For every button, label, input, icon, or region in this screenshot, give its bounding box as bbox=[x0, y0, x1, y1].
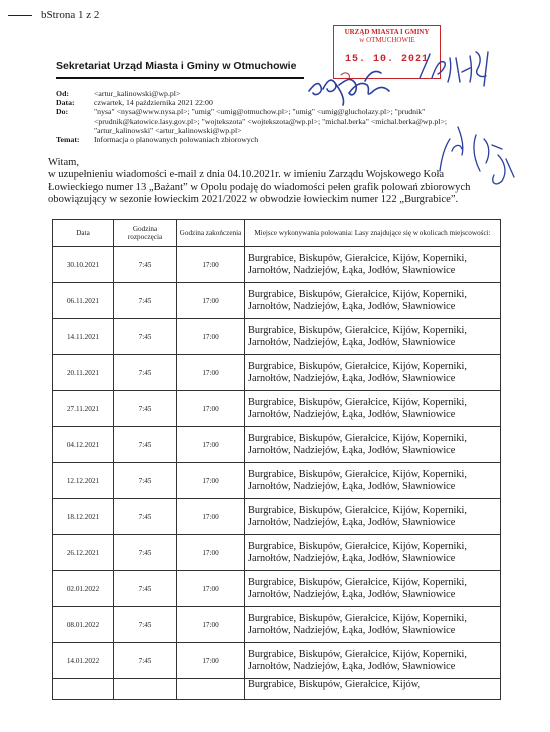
email-date-value: czwartek, 14 października 2021 22:00 bbox=[94, 98, 213, 108]
table-row bbox=[53, 499, 501, 535]
row-end-time: 17:00 bbox=[177, 535, 245, 571]
letter-paragraph: w uzupełnieniu wiadomości e-mail z dnia 04.10.2021r. w imieniu Zarządu Wojskowego Koła Łowieckiego numer 13 „Bażant” w Opolu podaję do wiadomości pełen grafik polowań zbiorowych obowiązujący w sezonie łowieckim 2021/2022 w obwodzie łowieckim numer 122 „Burgrabice”. bbox=[48, 169, 471, 205]
row-places: Burgrabice, Biskupów, Gierałcice, Kijów, Koperniki, Jarnołtów, Nadziejów, Łąka, Jodłów, Sławniowice bbox=[245, 535, 501, 571]
row-places: Burgrabice, Biskupów, Gierałcice, Kijów, bbox=[245, 679, 501, 700]
row-end-time: 17:00 bbox=[177, 499, 245, 535]
table-row bbox=[53, 607, 501, 643]
email-metadata bbox=[56, 89, 496, 144]
row-places: Burgrabice, Biskupów, Gierałcice, Kijów, Koperniki, Jarnołtów, Nadziejów, Łąka, Jodłów, Sławniowice bbox=[245, 643, 501, 679]
row-start-time: 7:45 bbox=[114, 247, 177, 283]
row-start-time bbox=[114, 679, 177, 700]
page-marker-line bbox=[8, 15, 32, 16]
header-place: Miejsce wykonywania polowania: Lasy znajdujące się w okolicach miejscowości: bbox=[245, 220, 501, 247]
row-start-time: 7:45 bbox=[114, 463, 177, 499]
row-start-time: 7:45 bbox=[114, 607, 177, 643]
email-date-label: Data: bbox=[56, 98, 75, 108]
row-date: 14.11.2021 bbox=[53, 319, 114, 355]
row-end-time: 17:00 bbox=[177, 571, 245, 607]
row-start-time: 7:45 bbox=[114, 427, 177, 463]
stamp-line-1: URZĄD MIASTA I GMINY bbox=[344, 28, 430, 36]
table-row bbox=[53, 247, 501, 283]
row-date: 04.12.2021 bbox=[53, 427, 114, 463]
row-date: 26.12.2021 bbox=[53, 535, 114, 571]
letter-body bbox=[48, 157, 498, 206]
row-date: 08.01.2022 bbox=[53, 607, 114, 643]
header-end-time: Godzina zakończenia bbox=[177, 220, 245, 247]
row-places: Burgrabice, Biskupów, Gierałcice, Kijów, Koperniki, Jarnołtów, Nadziejów, Łąka, Jodłów, Sławniowice bbox=[245, 319, 501, 355]
email-to-label: Do: bbox=[56, 107, 69, 117]
table-row bbox=[53, 463, 501, 499]
row-end-time: 17:00 bbox=[177, 643, 245, 679]
row-places: Burgrabice, Biskupów, Gierałcice, Kijów, Koperniki, Jarnołtów, Nadziejów, Łąka, Jodłów, Sławniowice bbox=[245, 571, 501, 607]
email-subject-row bbox=[56, 135, 496, 144]
email-to-value: "nysa" <nysa@www.nysa.pl>; "umig" <umig@otmuchow.pl>; "umig" <umig@glucholazy.pl>; "prudnik" <prudnik@katowice.lasy.gov.pl>; "wojtekszota" <wojtekszota@wp.pl>; "michal.berka" <michal.berka@wp.pl>; "artur_kalinowski" <artur_kalinowski@wp.pl> bbox=[94, 107, 448, 135]
row-end-time: 17:00 bbox=[177, 247, 245, 283]
email-from-label: Od: bbox=[56, 89, 69, 98]
row-places: Burgrabice, Biskupów, Gierałcice, Kijów, Koperniki, Jarnołtów, Nadziejów, Łąka, Jodłów, Sławniowice bbox=[245, 355, 501, 391]
row-places: Burgrabice, Biskupów, Gierałcice, Kijów, Koperniki, Jarnołtów, Nadziejów, Łąka, Jodłów, Sławniowice bbox=[245, 247, 501, 283]
row-end-time: 17:00 bbox=[177, 463, 245, 499]
table-row bbox=[53, 427, 501, 463]
stamp-line-2: w OTMUCHOWIE bbox=[359, 36, 415, 44]
row-date: 20.11.2021 bbox=[53, 355, 114, 391]
row-places: Burgrabice, Biskupów, Gierałcice, Kijów, Koperniki, Jarnołtów, Nadziejów, Łąka, Jodłów, Sławniowice bbox=[245, 427, 501, 463]
row-date: 06.11.2021 bbox=[53, 283, 114, 319]
row-start-time: 7:45 bbox=[114, 643, 177, 679]
stamp-date: 15. 10. 2021 bbox=[344, 54, 429, 65]
email-date-row bbox=[56, 98, 496, 107]
row-start-time: 7:45 bbox=[114, 499, 177, 535]
table-row bbox=[53, 391, 501, 427]
table-row bbox=[53, 535, 501, 571]
stamp-handwritten-reference bbox=[410, 38, 500, 90]
table-row bbox=[53, 283, 501, 319]
row-start-time: 7:45 bbox=[114, 283, 177, 319]
row-date: 30.10.2021 bbox=[53, 247, 114, 283]
row-places: Burgrabice, Biskupów, Gierałcice, Kijów, Koperniki, Jarnołtów, Nadziejów, Łąka, Jodłów, Sławniowice bbox=[245, 283, 501, 319]
email-subject-value: Informacja o planowanych polowaniach zbiorowych bbox=[94, 135, 259, 145]
row-date: 12.12.2021 bbox=[53, 463, 114, 499]
table-body bbox=[53, 247, 501, 700]
row-date: 18.12.2021 bbox=[53, 499, 114, 535]
row-start-time: 7:45 bbox=[114, 535, 177, 571]
row-places: Burgrabice, Biskupów, Gierałcice, Kijów, Koperniki, Jarnołtów, Nadziejów, Łąka, Jodłów, Sławniowice bbox=[245, 391, 501, 427]
hunting-schedule-table bbox=[52, 219, 501, 700]
email-subject-label: Temat: bbox=[56, 135, 80, 145]
email-to-row bbox=[56, 107, 496, 135]
row-end-time: 17:00 bbox=[177, 427, 245, 463]
row-end-time bbox=[177, 679, 245, 700]
table-row bbox=[53, 319, 501, 355]
page-number: bStrona 1 z 2 bbox=[41, 9, 100, 21]
email-from-row bbox=[56, 89, 496, 98]
header-date: Data bbox=[53, 220, 114, 247]
letter-greeting: Witam, bbox=[48, 157, 80, 168]
row-start-time: 7:45 bbox=[114, 355, 177, 391]
table-row bbox=[53, 643, 501, 679]
row-start-time: 7:45 bbox=[114, 319, 177, 355]
row-date: 27.11.2021 bbox=[53, 391, 114, 427]
row-start-time: 7:45 bbox=[114, 391, 177, 427]
row-end-time: 17:00 bbox=[177, 283, 245, 319]
row-start-time: 7:45 bbox=[114, 571, 177, 607]
row-end-time: 17:00 bbox=[177, 391, 245, 427]
row-end-time: 17:00 bbox=[177, 319, 245, 355]
table-header-row bbox=[53, 220, 501, 247]
row-end-time: 17:00 bbox=[177, 607, 245, 643]
email-from-value: <artur_kalinowski@wp.pl> bbox=[94, 89, 181, 98]
row-places: Burgrabice, Biskupów, Gierałcice, Kijów, Koperniki, Jarnołtów, Nadziejów, Łąka, Jodłów, Sławniowice bbox=[245, 499, 501, 535]
row-date bbox=[53, 679, 114, 700]
row-end-time: 17:00 bbox=[177, 355, 245, 391]
row-date: 02.01.2022 bbox=[53, 571, 114, 607]
row-places: Burgrabice, Biskupów, Gierałcice, Kijów, Koperniki, Jarnołtów, Nadziejów, Łąka, Jodłów, Sławniowice bbox=[245, 463, 501, 499]
table-row-partial bbox=[53, 679, 501, 700]
row-date: 14.01.2022 bbox=[53, 643, 114, 679]
header-start-time: Godzina rozpoczęcia bbox=[114, 220, 177, 247]
table-row bbox=[53, 355, 501, 391]
organization-title: Sekretariat Urząd Miasta i Gminy w Otmuchowie bbox=[56, 60, 297, 72]
header-divider bbox=[56, 77, 304, 79]
table-row bbox=[53, 571, 501, 607]
row-places: Burgrabice, Biskupów, Gierałcice, Kijów, Koperniki, Jarnołtów, Nadziejów, Łąka, Jodłów, Sławniowice bbox=[245, 607, 501, 643]
